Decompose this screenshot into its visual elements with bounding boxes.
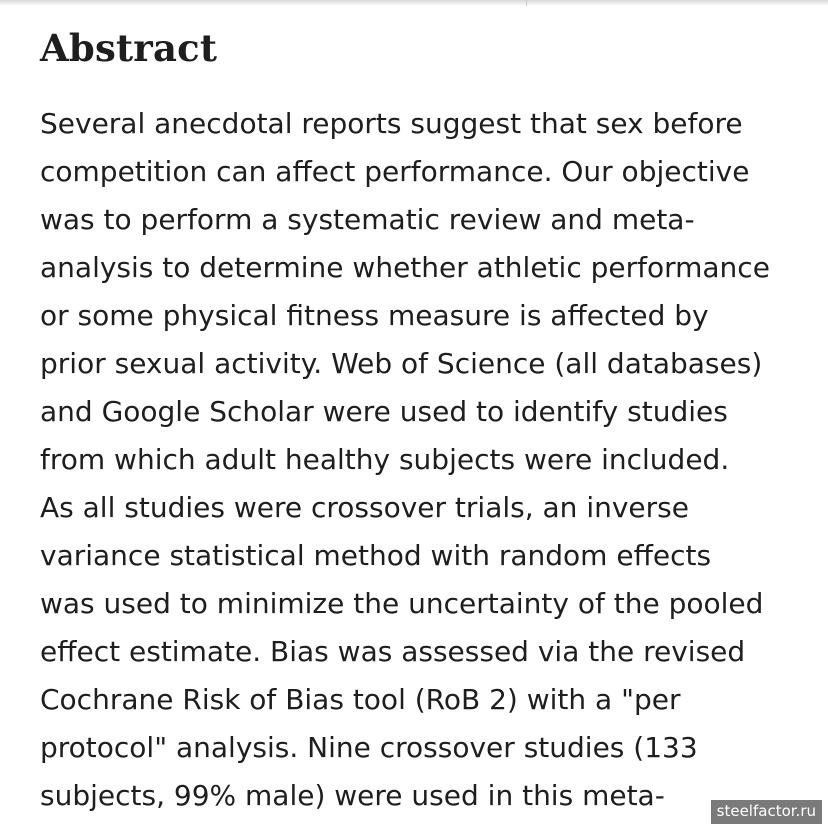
top-toolbar-shadow <box>0 0 828 6</box>
toolbar-divider <box>526 0 527 6</box>
abstract-line: protocol" analysis. Nine crossover studies (133 <box>40 731 698 764</box>
abstract-line: As all studies were crossover trials, an inverse <box>40 491 689 524</box>
abstract-line: was to perform a systematic review and meta- <box>40 203 695 236</box>
watermark-label: steelfactor.ru <box>711 800 822 824</box>
abstract-line: analysis to determine whether athletic performance <box>40 251 770 284</box>
abstract-line: prior sexual activity. Web of Science (all databases) <box>40 347 763 380</box>
abstract-line: effect estimate. Bias was assessed via the revised <box>40 635 746 668</box>
section-heading: Abstract <box>40 26 218 70</box>
abstract-line: and Google Scholar were used to identify studies <box>40 395 728 428</box>
abstract-line: Cochrane Risk of Bias tool (RoB 2) with a "per <box>40 683 681 716</box>
abstract-line: subjects, 99% male) were used in this meta- <box>40 779 665 812</box>
abstract-line: from which adult healthy subjects were included. <box>40 443 730 476</box>
abstract-line: variance statistical method with random effects <box>40 539 712 572</box>
abstract-line: or some physical fitness measure is affected by <box>40 299 709 332</box>
abstract-line: was used to minimize the uncertainty of the pooled <box>40 587 764 620</box>
abstract-line: competition can affect performance. Our objective <box>40 155 750 188</box>
abstract-text <box>40 100 800 820</box>
abstract-line: Several anecdotal reports suggest that sex before <box>40 107 743 140</box>
